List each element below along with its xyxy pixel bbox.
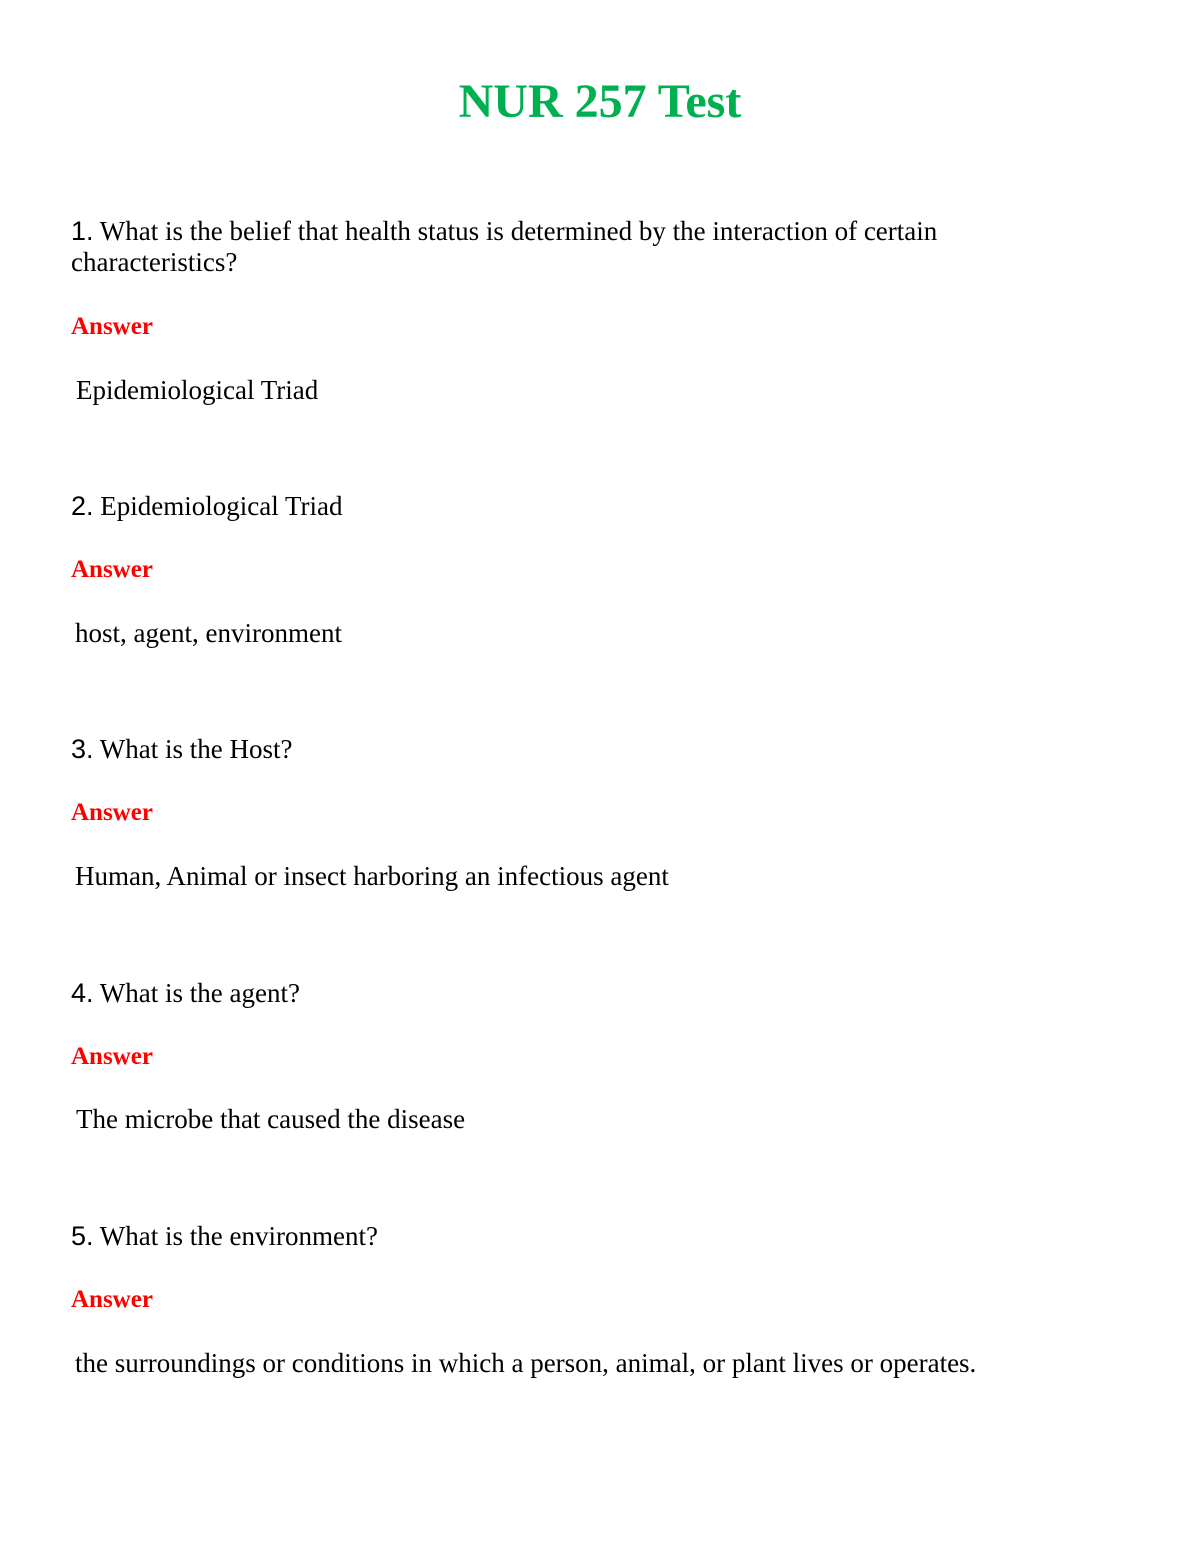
answer-label: Answer — [71, 313, 153, 340]
page-title: NUR 257 Test — [458, 75, 742, 128]
question-3 — [71, 734, 1071, 765]
question-5 — [71, 1221, 1071, 1252]
qa-item-5 — [71, 1221, 1071, 1378]
question-4 — [71, 978, 1071, 1009]
qa-item-3 — [71, 734, 1071, 891]
question-text: What is the belief that health status is determined by the interaction of certain characteristics? — [71, 216, 938, 277]
answer-text: the surroundings or conditions in which a person, animal, or plant lives or operates. — [75, 1348, 977, 1378]
answer-label: Answer — [71, 556, 153, 583]
answer-label: Answer — [71, 1286, 153, 1313]
qa-item-1 — [71, 216, 1071, 405]
answer-text: Epidemiological Triad — [76, 375, 319, 405]
question-text: What is the agent? — [99, 978, 300, 1008]
answer-text: host, agent, environment — [75, 618, 342, 648]
question-number: 4. — [71, 978, 94, 1008]
question-text: What is the environment? — [99, 1221, 378, 1251]
answer-label: Answer — [71, 799, 153, 826]
qa-item-2 — [71, 491, 1071, 648]
question-number: 5. — [71, 1221, 94, 1251]
answer-label: Answer — [71, 1043, 153, 1070]
answer-text: Human, Animal or insect harboring an infectious agent — [75, 861, 669, 891]
question-text: Epidemiological Triad — [100, 491, 343, 521]
question-2 — [71, 491, 1071, 522]
question-number: 2. — [71, 491, 94, 521]
question-1 — [71, 216, 971, 278]
answer-text: The microbe that caused the disease — [76, 1104, 466, 1134]
question-number: 1. — [71, 216, 94, 246]
question-number: 3. — [71, 734, 94, 764]
question-text: What is the Host? — [99, 734, 293, 764]
qa-item-4 — [71, 978, 1071, 1134]
